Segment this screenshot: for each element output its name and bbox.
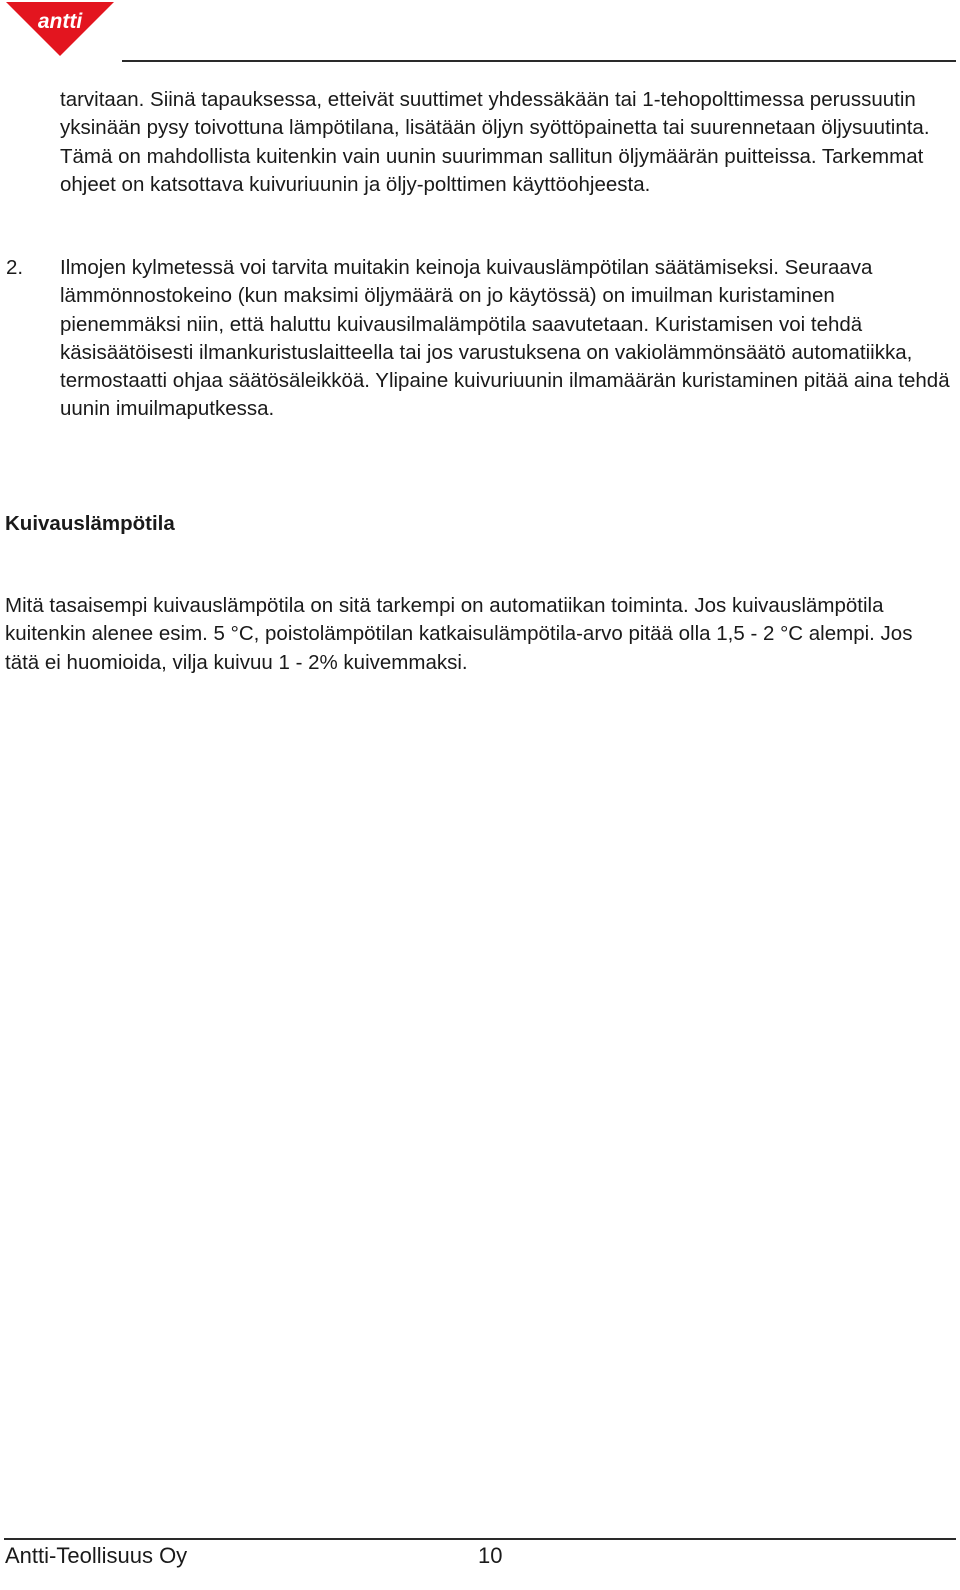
logo-text: antti xyxy=(37,10,83,33)
footer-company-name: Antti-Teollisuus Oy xyxy=(5,1543,188,1568)
antti-logo-icon xyxy=(4,0,116,58)
header-divider xyxy=(122,60,956,62)
footer-divider xyxy=(4,1538,956,1540)
item-text: Ilmojen kylmetessä voi tarvita muitakin keinoja kuivauslämpötilan säätämiseksi. Seuraava lämmönnostokeino (kun maksimi öljymäärä on jo käytössä) on imuilman kuristaminen pienemmäksi niin, että haluttu kuivausilmalämpötila saavutetaan. Kuristamisen voi tehdä käsisäätöisesti ilmankuristuslaitteella tai jos varustuksena on vakiolämmönsäätö automatiikka, termostaatti ohjaa säätösäleikköä. Ylipaine kuivuriuunin ilmamäärän kuristaminen pitää aina tehdä uunin imuilmaputkessa. xyxy=(60,256,950,421)
antti-logo xyxy=(4,0,116,58)
section-paragraph: Mitä tasaisempi kuivauslämpötila on sitä tarkempi on automatiikan toiminta. Jos kuivauslämpötila kuitenkin alenee esim. 5 °C, poistolämpötilan katkaisulämpötila-arvo pitää olla 1,5 - 2 °C alempi. Jos tätä ei huomioida, vilja kuivuu 1 - 2% kuivemmaksi. xyxy=(5,594,913,674)
page-number: 10 xyxy=(478,1543,503,1568)
section-heading: Kuivauslämpötila xyxy=(5,512,175,535)
item-number: 2. xyxy=(6,256,24,279)
body-paragraph-continued: tarvitaan. Siinä tapauksessa, etteivät suuttimet yhdessäkään tai 1-tehopolttimessa perussuutin yksinään pysy toivottuna lämpötilana, lisätään öljyn syöttöpainetta tai suurennetaan öljysuutinta. Tämä on mahdollista kuitenkin vain uunin suurimman sallitun öljymäärän puitteissa. Tarkemmat ohjeet on katsottava kuivuriuunin ja öljy-polttimen käyttöohjeesta. xyxy=(60,88,930,196)
numbered-item-2 xyxy=(6,254,950,424)
